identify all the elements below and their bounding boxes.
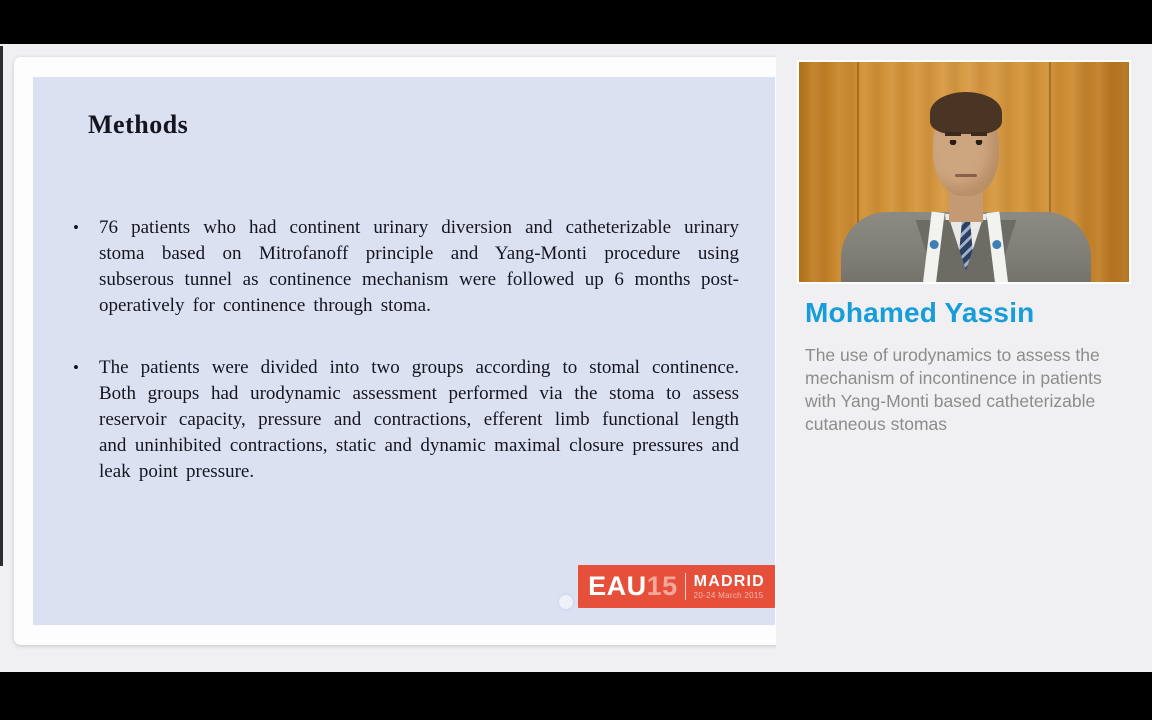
bullet-marker: • xyxy=(73,218,79,237)
slide-title: Methods xyxy=(88,110,189,139)
eau-logo-org: EAU xyxy=(588,571,647,601)
eau-logo-divider xyxy=(685,573,686,600)
bullet-item-2 xyxy=(73,355,739,485)
slide xyxy=(33,77,775,625)
speaker-hair xyxy=(930,92,1002,134)
talk-title: The use of urodynamics to assess the mechanism of incontinence in patients with Yang-Monti based catheterizable cutaneous stomas xyxy=(805,345,1102,434)
eau-logo-dates: 20-24 March 2015 xyxy=(693,590,764,600)
eau-logo-city: MADRID xyxy=(693,572,765,590)
eau-logo-city-block xyxy=(694,574,765,600)
bullet-marker: • xyxy=(73,358,79,377)
letterbox-top xyxy=(0,0,1152,44)
left-edge-line xyxy=(0,46,3,566)
bullet-list xyxy=(73,215,739,521)
eau-congress-logo xyxy=(578,565,775,608)
watermark-circle-icon xyxy=(557,593,575,611)
speaker-eyebrows xyxy=(945,132,987,136)
speaker-photo xyxy=(797,60,1131,284)
letterbox-bottom xyxy=(0,672,1152,720)
speaker-panel xyxy=(776,44,1152,672)
bullet-item-1 xyxy=(73,215,739,319)
speaker-mouth xyxy=(955,174,977,177)
stage xyxy=(0,44,1152,672)
eau-logo-year: 15 xyxy=(646,571,678,601)
speaker-eyes xyxy=(947,140,985,145)
speaker-name: Mohamed Yassin xyxy=(805,297,1035,328)
bullet-text-1: 76 patients who had continent urinary diversion and catheterizable urinary stoma based on Mitrofanoff principle and Yang-Monti procedure using subserous tunnel as continence mechanism were followed up 6 months post-operatively for continence through stoma. xyxy=(99,217,739,316)
bullet-text-2: The patients were divided into two groups according to stomal continence. Both groups had urodynamic assessment performed via the stoma to assess reservoir capacity, pressure and contractions, efferent limb functional length and uninhibited contractions, static and dynamic maximal closure pressures and leak point pressure. xyxy=(99,357,739,482)
slide-video-frame[interactable] xyxy=(14,57,790,645)
